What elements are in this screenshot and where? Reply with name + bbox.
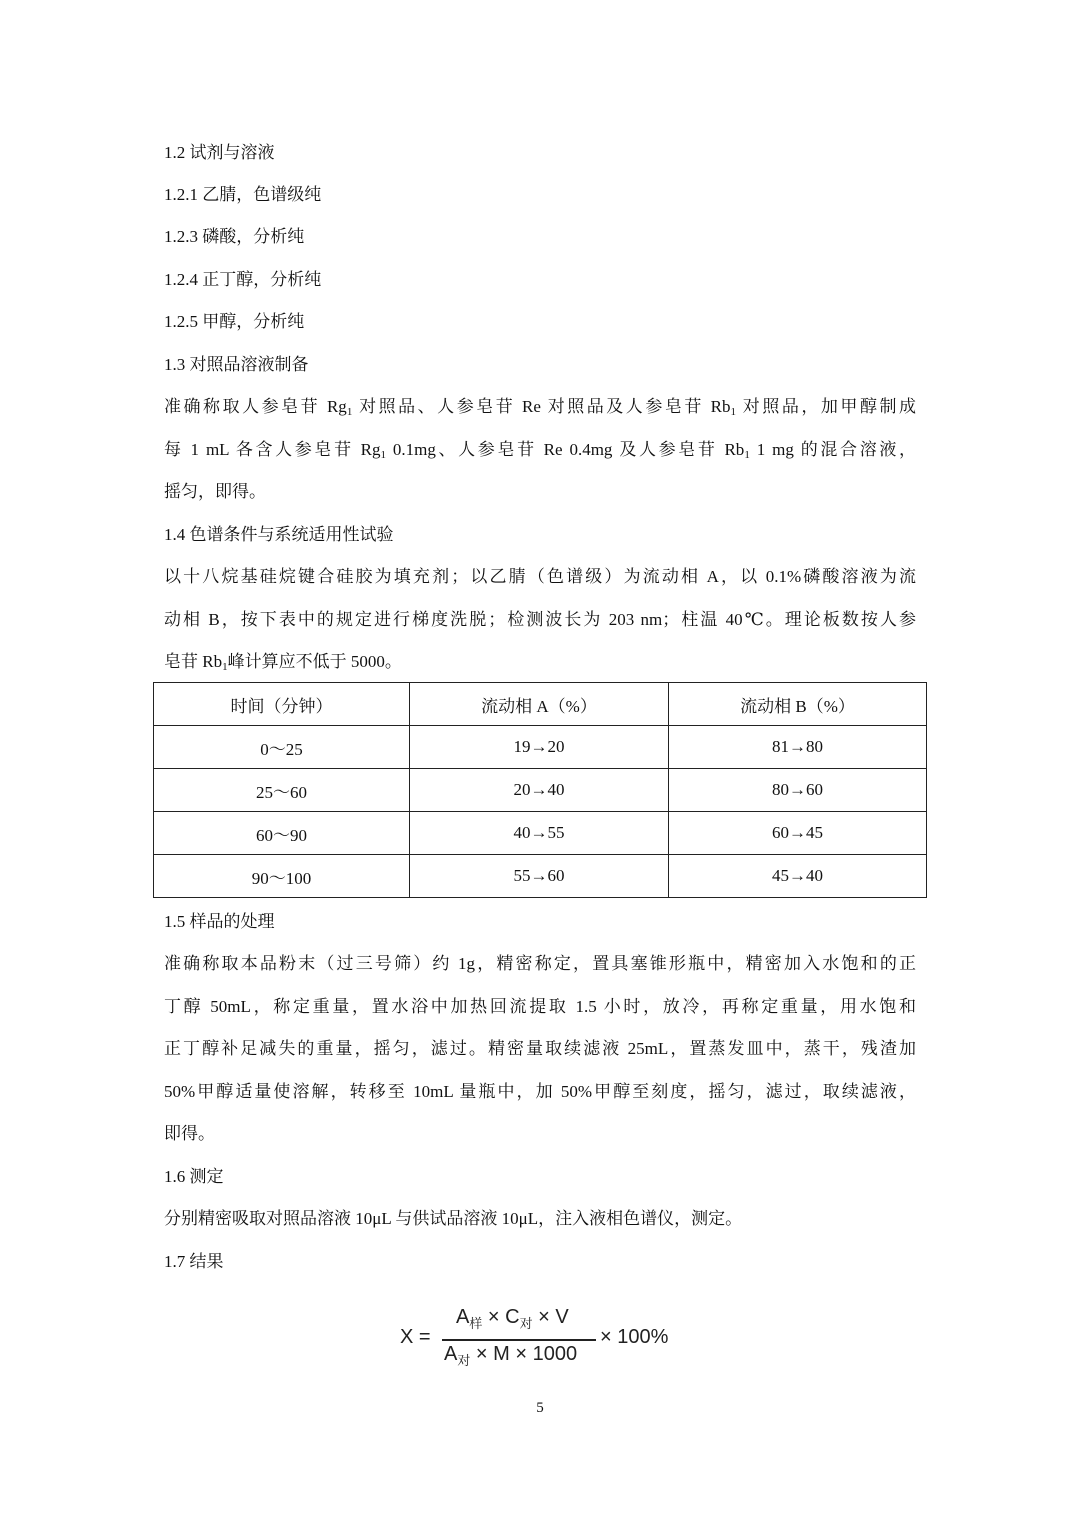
paragraph-1-5-line-4: 50%甲醇适量使溶解，转移至 10mL 量瓶中，加 50%甲醇至刻度，摇匀，滤过，取续滤液， — [164, 1082, 916, 1101]
table-cell: 0～25 — [154, 726, 410, 769]
table-row — [154, 726, 927, 769]
section-heading-1-6: 1.6 测定 — [164, 1167, 224, 1186]
table-header-cell: 流动相 A（%） — [410, 683, 669, 726]
section-heading-1-2-5: 1.2.5 甲醇，分析纯 — [164, 312, 305, 331]
section-heading-1-7: 1.7 结果 — [164, 1252, 224, 1271]
paragraph-1-5-line-3: 正丁醇补足减失的重量，摇匀，滤过。精密量取续滤液 25mL，置蒸发皿中，蒸干，残渣加 — [164, 1039, 916, 1058]
gradient-table — [153, 682, 927, 898]
paragraph-1-4-line-1: 以十八烷基硅烷键合硅胶为填充剂；以乙腈（色谱级）为流动相 A，以 0.1%磷酸溶液为流 — [164, 567, 916, 586]
table-row — [154, 855, 927, 898]
table-cell: 90～100 — [154, 855, 410, 898]
table-cell: 45→40 — [669, 855, 927, 898]
paragraph-1-3-line-1: 准确称取人参皂苷 $Rg_1$ 对照品、人参皂苷 Re 对照品及人参皂苷 $Rb_1$ 对照品，加甲醇制成 — [164, 397, 916, 418]
formula-lhs: X = — [400, 1326, 431, 1348]
page-number: 5 — [536, 1400, 544, 1416]
section-heading-1-2-3: 1.2.3 磷酸，分析纯 — [164, 227, 305, 246]
table-cell: 81→80 — [669, 726, 927, 769]
paragraph-1-5-line-1: 准确称取本品粉末（过三号筛）约 1g，精密称定，置具塞锥形瓶中，精密加入水饱和的正 — [164, 954, 916, 973]
table-header-cell: 时间（分钟） — [154, 683, 410, 726]
paragraph-1-3-line-3: 摇匀，即得。 — [164, 482, 266, 501]
table-row — [154, 769, 927, 812]
table-cell: 20→40 — [410, 769, 669, 812]
paragraph-1-6: 分别精密吸取对照品溶液 10μL 与供试品溶液 10μL，注入液相色谱仪，测定。 — [164, 1209, 743, 1228]
table-cell: 60→45 — [669, 812, 927, 855]
section-heading-1-3: 1.3 对照品溶液制备 — [164, 355, 309, 374]
table-cell: 60～90 — [154, 812, 410, 855]
section-heading-1-2: 1.2 试剂与溶液 — [164, 143, 275, 162]
section-heading-1-5: 1.5 样品的处理 — [164, 912, 275, 931]
formula-denominator: $A_对 \times M \times 1000$ — [444, 1343, 578, 1368]
paragraph-1-5-line-2: 丁醇 50mL，称定重量，置水浴中加热回流提取 1.5 小时，放冷，再称定重量，用水饱和 — [164, 997, 916, 1016]
table-header-cell: 流动相 B（%） — [669, 683, 927, 726]
section-heading-1-2-4: 1.2.4 正丁醇，分析纯 — [164, 270, 322, 289]
formula-numerator: $A_样 \times C_对 \times V$ — [456, 1306, 569, 1331]
paragraph-1-5-line-5: 即得。 — [164, 1124, 215, 1143]
table-row — [154, 812, 927, 855]
table-header-row — [154, 683, 927, 726]
paragraph-1-3-line-2: 每 1 mL 各含人参皂苷 $Rg_1$ 0.1mg、人参皂苷 Re 0.4mg 及人参皂苷 $Rb_1$ 1 mg 的混合溶液， — [164, 440, 916, 461]
section-heading-1-2-1: 1.2.1 乙腈，色谱级纯 — [164, 185, 322, 204]
formula-rhs: × 100% — [600, 1326, 669, 1348]
section-heading-1-4: 1.4 色谱条件与系统适用性试验 — [164, 525, 394, 544]
table-cell: 40→55 — [410, 812, 669, 855]
paragraph-1-4-line-3: 皂苷 $Rb_1$峰计算应不低于 5000。 — [164, 652, 402, 673]
table-cell: 80→60 — [669, 769, 927, 812]
table-cell: 55→60 — [410, 855, 669, 898]
table-cell: 19→20 — [410, 726, 669, 769]
table-cell: 25～60 — [154, 769, 410, 812]
fraction-bar — [442, 1339, 596, 1341]
paragraph-1-4-line-2: 动相 B，按下表中的规定进行梯度洗脱；检测波长为 203 nm；柱温 40℃。理论板数按人参 — [164, 610, 916, 629]
result-formula — [400, 1300, 700, 1380]
